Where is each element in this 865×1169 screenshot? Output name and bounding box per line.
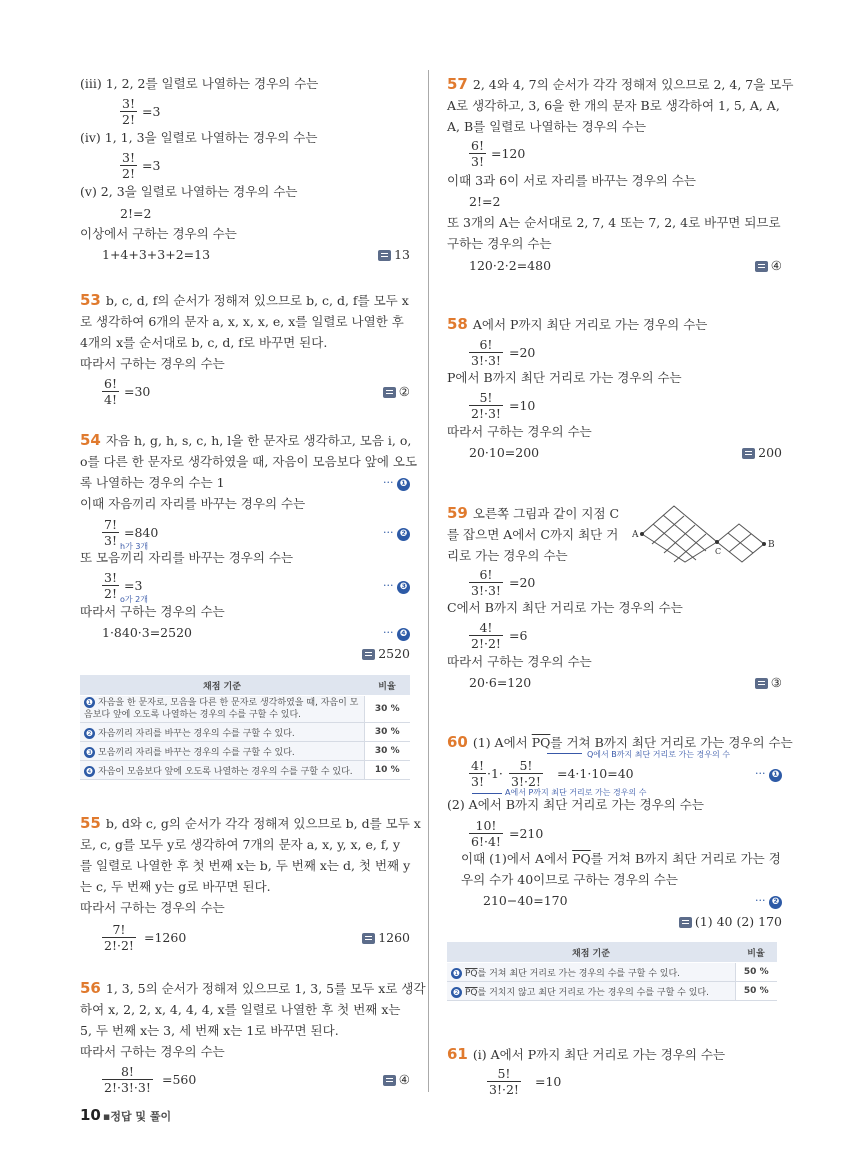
equation: ·1· bbox=[487, 766, 503, 781]
text-line: 따라서 구하는 경우의 수는 bbox=[447, 654, 592, 669]
problem-number: 54 bbox=[80, 431, 101, 449]
problem-59-line: 59 오른쪽 그림과 같이 지점 C bbox=[447, 504, 620, 522]
section-title: ▪정답 및 풀이 bbox=[102, 1110, 172, 1123]
text-line: 로, c, g를 모두 y로 생각하여 7개의 문자 a, x, y, x, e, f, y bbox=[80, 837, 401, 852]
text-line: 따라서 구하는 경우의 수는 bbox=[80, 900, 225, 915]
annotation-line bbox=[472, 793, 502, 794]
problem-57-line: 57 2, 4와 4, 7의 순서가 각각 정해져 있으므로 2, 4, 7을 모두 bbox=[447, 75, 794, 93]
table-row: ❷ $\overline{PQ}$를 거치지 않고 최단 거리로 가는 경우의 수를 구할 수 있다. 50 % bbox=[447, 982, 777, 1001]
text-line: 따라서 구하는 경우의 수는 bbox=[447, 424, 592, 439]
problem-number: 60 bbox=[447, 733, 468, 751]
answer-icon bbox=[362, 649, 375, 660]
point-b-label: B bbox=[768, 540, 775, 550]
table-row: ❸ 모음끼리 자리를 바꾸는 경우의 수를 구할 수 있다. 30 % bbox=[80, 742, 410, 761]
problem-53-line: 53 b, c, d, f의 순서가 정해져 있으므로 b, c, d, f를 모두 x bbox=[80, 291, 409, 309]
equation: =6 bbox=[509, 628, 528, 643]
table-row: ❹ 자음이 모음보다 앞에 오도록 나열하는 경우의 수를 구할 수 있다. 10 % bbox=[80, 761, 410, 780]
text-line: 4개의 x를 순서대로 b, c, d, f로 바꾸면 된다. bbox=[80, 335, 328, 350]
equation: =20 bbox=[509, 345, 536, 360]
answer-icon bbox=[383, 1075, 396, 1086]
problem-61-line: 61 (i) A에서 P까지 최단 거리로 가는 경우의 수는 bbox=[447, 1045, 726, 1063]
equation: =10 bbox=[535, 1074, 562, 1089]
fraction: $\frac{3!}{2!}$ bbox=[104, 570, 117, 601]
problem-number: 57 bbox=[447, 75, 468, 93]
annotation-line bbox=[547, 753, 582, 754]
text-line: 록 나열하는 경우의 수는 1 bbox=[80, 475, 225, 490]
text-line: 따라서 구하는 경우의 수는 bbox=[80, 604, 225, 619]
text-line: C에서 B까지 최단 거리로 가는 경우의 수는 bbox=[447, 600, 683, 615]
problem-number: 56 bbox=[80, 979, 101, 997]
text-line: 이상에서 구하는 경우의 수는 bbox=[80, 226, 237, 241]
equation: 120·2·2=480 bbox=[469, 258, 552, 273]
equation: =3 bbox=[142, 158, 161, 173]
annotation-note: o가 2개 bbox=[120, 595, 148, 604]
answer: 1260 bbox=[362, 930, 410, 946]
column-divider bbox=[428, 70, 429, 1092]
fraction: $\frac{4!}{3!}$ bbox=[471, 758, 484, 789]
equation: =120 bbox=[491, 146, 526, 161]
text-line: 따라서 구하는 경우의 수는 bbox=[80, 1044, 225, 1059]
text-line: 로 생각하여 6개의 문자 a, x, x, x, e, x를 일렬로 나열한 후 bbox=[80, 314, 404, 329]
problem-54-line: 54 자음 h, g, h, s, c, h, l을 한 문자로 생각하고, 모음 i, o, bbox=[80, 431, 412, 449]
point-a-label: A bbox=[632, 530, 639, 540]
problem-55-line: 55 b, d와 c, g의 순서가 각각 정해져 있으므로 b, d를 모두 x bbox=[80, 814, 421, 832]
text-line: 5, 두 번째 x는 3, 세 번째 x는 1로 바꾸면 된다. bbox=[80, 1023, 339, 1038]
text-line: A로 생각하고, 3, 6을 한 개의 문자 B로 생각하여 1, 5, A, A, bbox=[447, 98, 780, 113]
answer: ④ bbox=[755, 258, 782, 274]
problem-56-line: 56 1, 3, 5의 순서가 정해져 있으므로 1, 3, 5를 모두 x로 생각 bbox=[80, 979, 426, 997]
answer: 13 bbox=[378, 247, 410, 263]
fraction: $\frac{7!}{2!\cdot 2!}$ bbox=[104, 922, 134, 953]
step-marker: ··· ❸ bbox=[383, 578, 410, 594]
annotation-note: Q에서 B까지 최단 거리로 가는 경우의 수 bbox=[587, 750, 730, 759]
table-row: ❶ 자음을 한 문자로, 모음을 다른 한 문자로 생각하였을 때, 자음이 모음보다 앞에 오도록 나열하는 경우의 수를 구할 수 있다. 30 % bbox=[80, 696, 410, 723]
equation: 1+4+3+3+2=13 bbox=[102, 247, 211, 262]
answer-icon bbox=[679, 917, 692, 928]
answer: ② bbox=[383, 384, 410, 400]
equation: 2!=2 bbox=[120, 206, 152, 221]
text-line: 를 잡으면 A에서 C까지 최단 거 bbox=[447, 527, 619, 542]
answer-icon bbox=[755, 678, 768, 689]
problem-number: 53 bbox=[80, 291, 101, 309]
fraction: $\frac{10!}{6!\cdot 4!}$ bbox=[471, 818, 501, 849]
fraction: $\frac{5!}{2!\cdot 3!}$ bbox=[471, 390, 501, 421]
fraction: $\frac{8!}{2!\cdot 3!\cdot 3!}$ bbox=[104, 1064, 151, 1095]
problem-number: 55 bbox=[80, 814, 101, 832]
step-marker: ··· ❷ bbox=[755, 893, 782, 909]
text-line: 이때 3과 6이 서로 자리를 바꾸는 경우의 수는 bbox=[447, 173, 696, 188]
equation: 20·10=200 bbox=[469, 445, 540, 460]
annotation-note: A에서 P까지 최단 거리로 가는 경우의 수 bbox=[505, 788, 647, 797]
problem-58-line: 58 A에서 P까지 최단 거리로 가는 경우의 수는 bbox=[447, 315, 708, 333]
text-line: 이때 자음끼리 자리를 바꾸는 경우의 수는 bbox=[80, 496, 306, 511]
text-line: A, B를 일렬로 나열하는 경우의 수는 bbox=[447, 119, 647, 134]
answer: ③ bbox=[755, 675, 782, 691]
text-line: (iii) 1, 2, 2를 일렬로 나열하는 경우의 수는 bbox=[80, 76, 319, 91]
answer: 200 bbox=[742, 445, 782, 461]
fraction: $\frac{7!}{3!}$ bbox=[104, 517, 117, 548]
grading-table: 채점 기준 비율 ❶ 자음을 한 문자로, 모음을 다른 한 문자로 생각하였을 때, 자음이 모음보다 앞에 오도록 나열하는 경우의 수를 구할 수 있다. 30 % ❷ 자음끼리 자리를 바꾸는 경우의 수를 구할 수 있다. 30 % ❸ 모음끼리 자리를 바꾸는 경우의 수를 구할 수 있다. 30 % ❹ 자음이 모음보다 앞에 오도록 나열하는 경우의 수를 구할 수 있다. 10 % bbox=[80, 675, 410, 780]
equation: 20·6=120 bbox=[469, 675, 532, 690]
answer-icon bbox=[755, 261, 768, 272]
equation: =560 bbox=[162, 1072, 197, 1087]
text-line: 또 3개의 A는 순서대로 2, 7, 4 또는 7, 2, 4로 바꾸면 되므로 bbox=[447, 215, 781, 230]
equation: 2!=2 bbox=[469, 194, 501, 209]
text-line: 하여 x, 2, 2, x, 4, 4, 4, x를 일렬로 나열한 후 첫 번째 x는 bbox=[80, 1002, 401, 1017]
text-line: 는 c, 두 번째 y는 g로 바꾸면 된다. bbox=[80, 879, 271, 894]
annotation-note: h가 3개 bbox=[120, 542, 149, 551]
equation: =30 bbox=[124, 384, 151, 399]
text-line: (2) A에서 B까지 최단 거리로 가는 경우의 수는 bbox=[447, 797, 704, 812]
equation: 1·840·3=2520 bbox=[102, 625, 192, 640]
fraction: $\frac{4!}{2!\cdot 2!}$ bbox=[471, 620, 501, 651]
answer-icon bbox=[362, 933, 375, 944]
answer: ④ bbox=[383, 1072, 410, 1088]
problem-number: 58 bbox=[447, 315, 468, 333]
equation: =3 bbox=[142, 104, 161, 119]
fraction: $\frac{6!}{4!}$ bbox=[104, 376, 117, 407]
grid-path-diagram bbox=[632, 504, 782, 564]
problem-number: 61 bbox=[447, 1045, 468, 1063]
text-line: 또 모음끼리 자리를 바꾸는 경우의 수는 bbox=[80, 550, 294, 565]
equation: =1260 bbox=[144, 930, 187, 945]
step-marker: ··· ❶ bbox=[383, 475, 410, 491]
step-marker: ··· ❹ bbox=[383, 625, 410, 641]
text-line: 를 일렬로 나열한 후 첫 번째 x는 b, 두 번째 x는 d, 첫 번째 y bbox=[80, 858, 411, 873]
fraction: $\frac{5!}{3!\cdot 2!}$ bbox=[489, 1066, 519, 1097]
text-line: 구하는 경우의 수는 bbox=[447, 236, 552, 251]
equation: =840 bbox=[124, 525, 159, 540]
table-row: ❶ $\overline{PQ}$를 거쳐 최단 거리로 가는 경우의 수를 구할 수 있다. 50 % bbox=[447, 963, 777, 982]
equation: 210−40=170 bbox=[483, 893, 568, 908]
step-marker: ··· ❷ bbox=[383, 525, 410, 541]
equation: =210 bbox=[509, 826, 544, 841]
answer-icon bbox=[383, 387, 396, 398]
fraction: $\frac{6!}{3!\cdot 3!}$ bbox=[471, 567, 501, 598]
page-number: 10 bbox=[80, 1106, 101, 1124]
point-c-label: C bbox=[715, 547, 722, 556]
answer: (1) 40 (2) 170 bbox=[679, 914, 782, 930]
equation: =3 bbox=[124, 578, 143, 593]
fraction: $\frac{6!}{3!\cdot 3!}$ bbox=[471, 337, 501, 368]
table-row: ❷ 자음끼리 자리를 바꾸는 경우의 수를 구할 수 있다. 30 % bbox=[80, 723, 410, 742]
text-line: P에서 B까지 최단 거리로 가는 경우의 수는 bbox=[447, 370, 682, 385]
fraction: $\frac{5!}{3!\cdot 2!}$ bbox=[511, 758, 541, 789]
text-line: 이때 (1)에서 A에서 $\overline{PQ}$를 거쳐 B까지 최단 거리로 가는 경 bbox=[461, 851, 781, 866]
page-footer bbox=[80, 1106, 171, 1124]
answer: 2520 bbox=[362, 646, 410, 662]
text-line: (v) 2, 3을 일렬로 나열하는 경우의 수는 bbox=[80, 184, 298, 199]
fraction: $\frac{3!}{2!}$ bbox=[122, 96, 135, 127]
text-line: 우의 수가 40이므로 구하는 경우의 수는 bbox=[461, 872, 678, 887]
answer-icon bbox=[742, 448, 755, 459]
answer-icon bbox=[378, 250, 391, 261]
equation: =10 bbox=[509, 398, 536, 413]
text-line: 따라서 구하는 경우의 수는 bbox=[80, 356, 225, 371]
step-marker: ··· ❶ bbox=[755, 766, 782, 782]
equation: =4·1·10=40 bbox=[557, 766, 634, 781]
text-line: 리로 가는 경우의 수는 bbox=[447, 548, 568, 563]
problem-60-line: 60 (1) A에서 $\overline{PQ}$를 거쳐 B까지 최단 거리로 가는 경우의 수는 bbox=[447, 733, 793, 751]
fraction: $\frac{3!}{2!}$ bbox=[122, 150, 135, 181]
equation: =20 bbox=[509, 575, 536, 590]
fraction: $\frac{6!}{3!}$ bbox=[471, 138, 484, 169]
problem-number: 59 bbox=[447, 504, 468, 522]
text-line: (iv) 1, 1, 3을 일렬로 나열하는 경우의 수는 bbox=[80, 130, 318, 145]
text-line: o를 다른 한 문자로 생각하였을 때, 자음이 모음보다 앞에 오도 bbox=[80, 454, 418, 469]
grading-table: 채점 기준 비율 ❶ $\overline{PQ}$를 거쳐 최단 거리로 가는 경우의 수를 구할 수 있다. 50 % ❷ $\overline{PQ}$를 거치지 않고 최단 거리로 가는 경우의 수를 구할 수 있다. 50 % bbox=[447, 942, 777, 1001]
